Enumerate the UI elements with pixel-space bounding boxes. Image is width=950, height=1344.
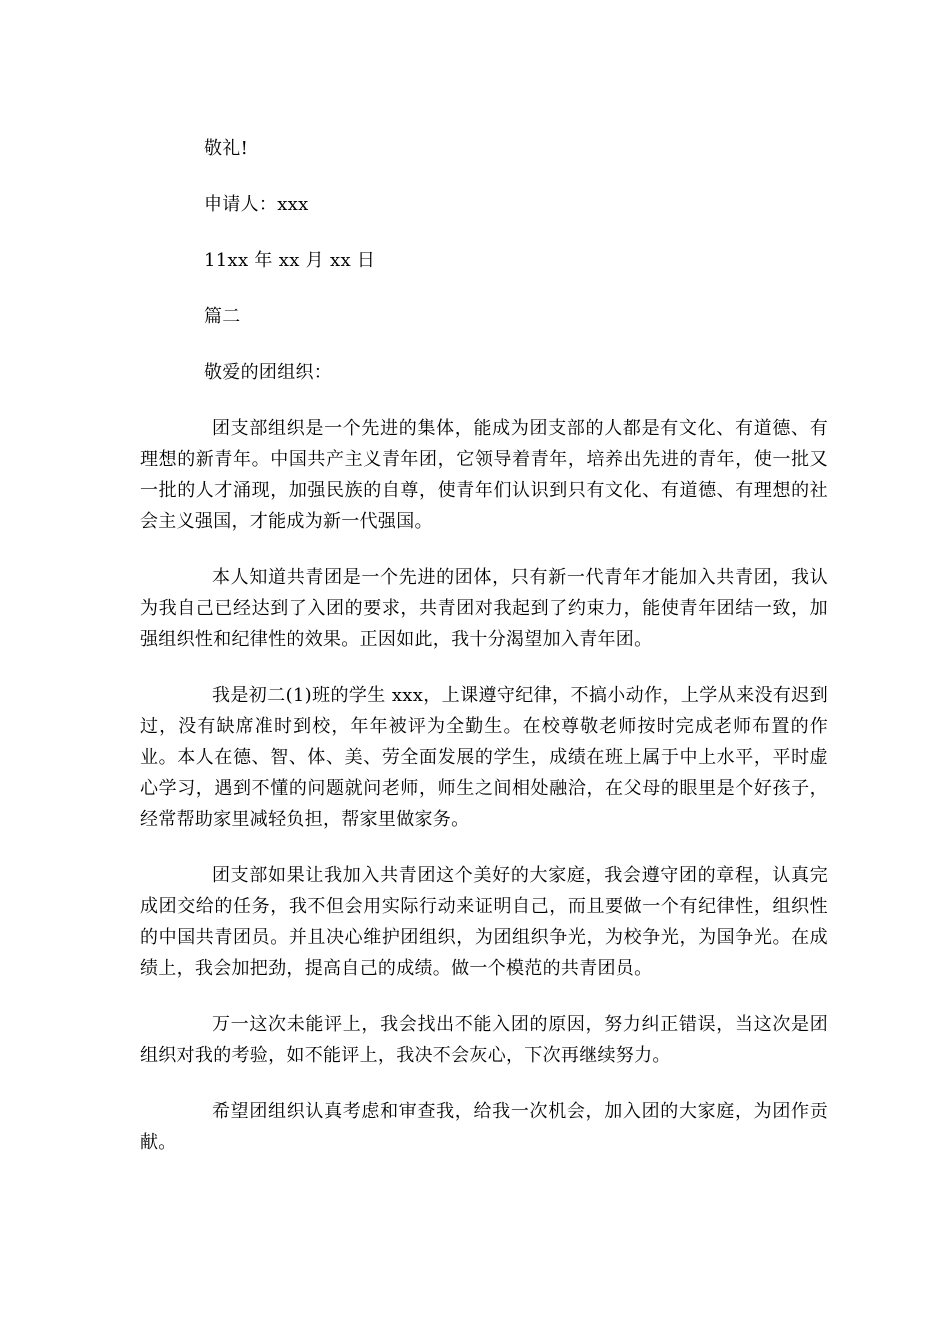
paragraph: 本人知道共青团是一个先进的团体，只有新一代青年才能加入共青团，我认为我自己已经达到了入团的要求，共青团对我起到了约束力，能使青年团结一致，加强组织性和纪律性的效果。正因如此，我十分渴望加入青年团。 xyxy=(140,567,828,650)
paragraph: 团支部如果让我加入共青团这个美好的大家庭，我会遵守团的章程，认真完成团交给的任务，我不但会用实际行动来证明自己，而且要做一个有纪律性，组织性的中国共青团员。并且决心维护团组织，为团组织争光，为校争光，为国争光。在成绩上，我会加把劲，提高自己的成绩。做一个模范的共青团员。 xyxy=(140,865,828,979)
paragraph: 希望团组织认真考虑和审查我，给我一次机会，加入团的大家庭，为团作贡献。 xyxy=(140,1101,828,1153)
salutation-line: 敬爱的团组织： xyxy=(204,362,333,383)
paragraph: 我是初二(1)班的学生 xxx，上课遵守纪律，不搞小动作，上学从来没有迟到过，没有缺席准时到校，年年被评为全勤生。在校尊敬老师按时完成老师布置的作业。本人在德、智、体、美、劳全面发展的学生，成绩在班上属于中上水平，平时虚心学习，遇到不懂的问题就问老师，师生之间相处融洽，在父母的眼里是个好孩子，经常帮助家里减轻负担，帮家里做家务。 xyxy=(140,685,828,830)
section-label: 篇二 xyxy=(204,306,241,327)
date-line: 11xx 年 xx 月 xx 日 xyxy=(204,250,376,271)
letter-body xyxy=(140,133,828,1183)
closing-line: 敬礼! xyxy=(204,138,249,159)
paragraph: 团支部组织是一个先进的集体，能成为团支部的人都是有文化、有道德、有理想的新青年。中国共产主义青年团，它领导着青年，培养出先进的青年，使一批又一批的人才涌现，加强民族的自尊，使青年们认识到只有文化、有道德、有理想的社会主义强国，才能成为新一代强国。 xyxy=(140,418,828,532)
paragraph: 万一这次未能评上，我会找出不能入团的原因，努力纠正错误，当这次是团组织对我的考验，如不能评上，我决不会灰心，下次再继续努力。 xyxy=(140,1014,828,1066)
applicant-line: 申请人：xxx xyxy=(204,194,309,215)
